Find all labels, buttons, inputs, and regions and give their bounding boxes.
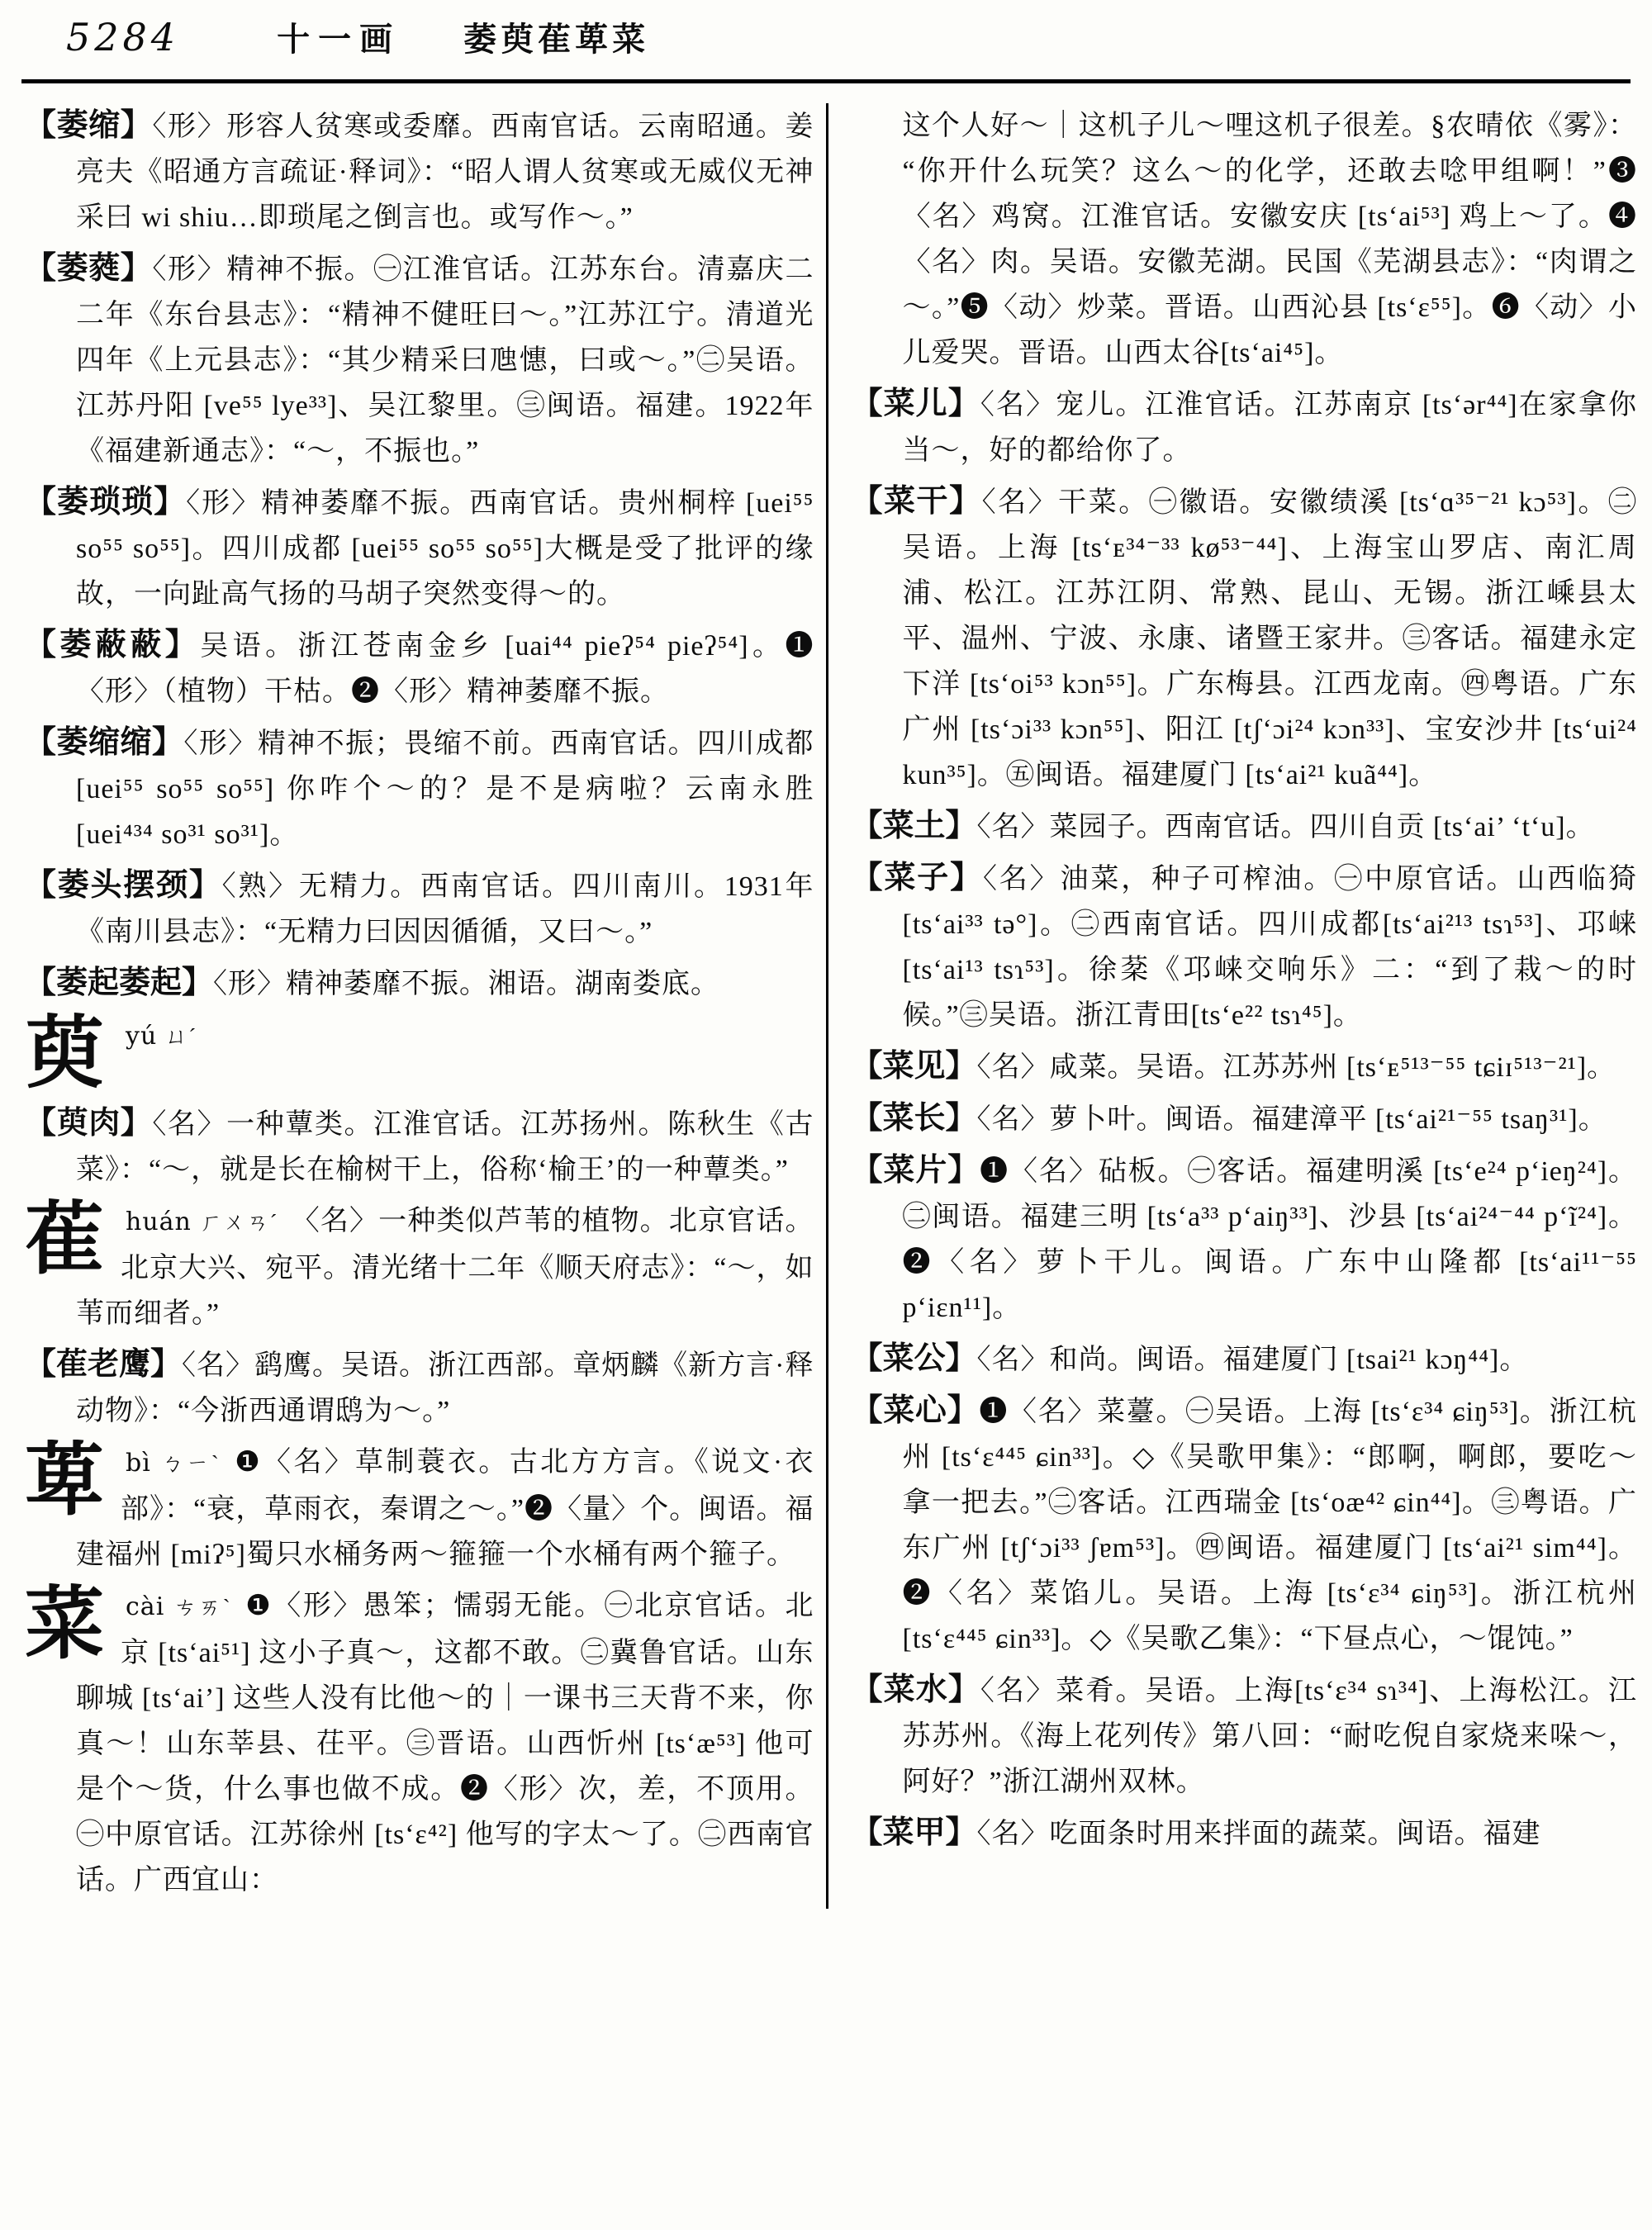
zhuyin: ㄩˊ <box>165 1024 197 1049</box>
entry-body: 〈名〉干菜。㊀徽语。安徽绩溪 [ts‘ɑ³⁵⁻²¹ kɔ⁵³]。㊁吴语。上海 [ts‘ᴇ³⁴⁻³³ kø⁵³⁻⁴⁴]、上海宝山罗店、南汇周浦、松江。江苏江阴、常熟、昆山、无锡。浙江嵊县太平、温州、宁波、永康、诸暨王家井。㊂客话。福建永定下洋 [ts‘oi⁵³ kɔn⁵⁵]。广东梅县。江西龙南。㊃粤语。广东广州 [ts‘ɔi³³ kɔn⁵⁵]、阳江 [tʃ‘ɔi²⁴ kɔn³³]、宝安沙井 [ts‘ui²⁴ kun³⁵]。㊄闽语。福建厦门 [ts‘ai²¹ kuã⁴⁴]。 <box>902 487 1637 790</box>
headword: 【萑老鹰】 <box>25 1347 183 1382</box>
char-entry-萸 <box>25 1013 814 1095</box>
headword: 【菜干】 <box>851 484 982 519</box>
entry-菜公 <box>852 1336 1638 1383</box>
dictionary-body <box>0 83 1652 1909</box>
entry-菜子 <box>852 856 1638 1038</box>
entry-菜儿 <box>852 382 1638 473</box>
entry-body: 〈名〉一种蕈类。江淮官话。江苏扬州。陈秋生《古菜》：“～，就是长在榆树干上，俗称‘榆王’的一种蕈类。” <box>76 1109 814 1185</box>
entry-萸肉 <box>25 1101 814 1193</box>
page-number: 5284 <box>66 15 180 59</box>
entry-菜长 <box>852 1096 1638 1142</box>
big-character: 萸 <box>25 1013 105 1095</box>
entry-菜干 <box>852 479 1638 798</box>
char-entry-萑 <box>25 1198 814 1336</box>
entry-body: ❶〈形〉愚笨；懦弱无能。㊀北京官话。北京 [ts‘ai⁵¹] 这小子真～，这都不敢。㊁冀鲁官话。山东聊城 [ts‘ai’] 这些人没有比他～的｜一课书三天背不来，你真～！山东莘县、茌平。㊂晋语。山西忻州 [ts‘æ⁵³] 他可是个～货，什么事也做不成。❷〈形〉次，差，不顶用。㊀中原官话。江苏徐州 [ts‘ɛ⁴²] 他写的字太～了。㊁西南官话。广西宜山： <box>76 1591 814 1896</box>
headword: 【菜甲】 <box>851 1815 977 1850</box>
entry-萎蕤 <box>25 246 814 474</box>
page-header <box>0 0 1652 66</box>
entry-body: 〈形〉形容人贫寒或委靡。西南官话。云南昭通。姜亮夫《昭通方言疏证·释词》：“昭人谓人贫寒或无威仪无神采曰 wi shiu…即琐尾之倒言也。或写作～。” <box>76 112 814 233</box>
headword: 【萎头摆颈】 <box>25 868 222 903</box>
entry-body: 〈名〉吃面条时用来拌面的蔬菜。闽语。福建 <box>976 1819 1541 1849</box>
big-character: 菜 <box>25 1583 105 1668</box>
entry-菜甲 <box>852 1810 1638 1857</box>
big-character: 萆 <box>25 1440 105 1525</box>
char-entry-菜 <box>25 1583 814 1903</box>
entry-菜水 <box>852 1668 1638 1805</box>
entry-continuation <box>852 103 1638 376</box>
headword: 【菜公】 <box>851 1341 977 1376</box>
entry-萎起萎起 <box>25 961 814 1007</box>
headword: 【萎蔽蔽】 <box>25 628 201 662</box>
big-character: 萑 <box>25 1198 105 1283</box>
entry-body: 〈形〉精神萎靡不振。湘语。湖南娄底。 <box>213 969 720 999</box>
pinyin: yú <box>126 1022 158 1051</box>
left-column <box>25 103 826 1909</box>
stroke-count-label: 十一画 <box>277 21 401 58</box>
entry-body: 〈名〉一种类似芦苇的植物。北京官话。北京大兴、宛平。清光绪十二年《顺天府志》：“～，如苇而细者。” <box>76 1206 814 1329</box>
entry-萎头摆颈 <box>25 863 814 955</box>
entry-body: 这个人好～｜这机子儿～哩这机子很差。§农晴依《雾》：“你开什么玩笑？这么～的化学，还敢去唸甲组啊！”❸〈名〉鸡窝。江淮官话。安徽安庆 [ts‘ai⁵³] 鸡上～了。❹〈名〉肉。吴语。安徽芜湖。民国《芜湖县志》：“肉谓之～。”❺〈动〉炒菜。晋语。山西沁县 [ts‘ɛ⁵⁵]。❻〈动〉小儿爱哭。晋语。山西太谷[ts‘ai⁴⁵]。 <box>902 111 1637 368</box>
entry-body: 〈名〉和尚。闽语。福建厦门 [tsai²¹ kɔŋ⁴⁴]。 <box>976 1345 1529 1375</box>
pinyin: bì <box>126 1449 151 1478</box>
headword: 【萎缩】 <box>25 108 153 143</box>
entry-body: 〈名〉宠儿。江淮官话。江苏南京 [ts‘ər⁴⁴]在家拿你当～，好的都给你了。 <box>902 390 1637 466</box>
pinyin: huán <box>126 1208 192 1236</box>
headword: 【菜儿】 <box>851 387 980 421</box>
headword: 【菜长】 <box>851 1101 977 1136</box>
entry-菜片 <box>852 1148 1638 1331</box>
pinyin: cài <box>126 1592 165 1621</box>
entry-菜心 <box>852 1388 1638 1662</box>
entry-body: 〈形〉精神不振。㊀江淮官话。江苏东台。清嘉庆二二年《东台县志》：“精神不健旺曰～。”江苏江宁。清道光四年《上元县志》：“其少精采曰虺憓，曰或～。”㊁吴语。江苏丹阳 [ve⁵⁵ lye³³]、吴江黎里。㊂闽语。福建。1922年《福建新通志》：“～，不振也。” <box>76 254 814 467</box>
entry-body: 〈形〉精神不振；畏缩不前。西南官话。四川成都 [uei⁵⁵ so⁵⁵ so⁵⁵] 你咋个～的？是不是病啦？云南永胜 [uei⁴³⁴ so³¹ so³¹]。 <box>76 728 814 850</box>
headword: 【菜子】 <box>851 861 983 895</box>
entry-body: 吴语。浙江苍南金乡 [uai⁴⁴ pieʔ⁵⁴ pieʔ⁵⁴]。❶〈形〉（植物）干枯。❷〈形〉精神萎靡不振。 <box>76 631 814 707</box>
entry-萑老鹰 <box>25 1342 814 1434</box>
entry-body: 〈名〉油菜，种子可榨油。㊀中原官话。山西临猗 [ts‘ai³³ tə°]。㊁西南官话。四川成都[ts‘ai²¹³ tsɿ⁵³]、邛崃 [ts‘ai¹³ tsɿ⁵³]。徐棻《邛崃交响乐》二：“到了栽～的时候。”㊂吴语。浙江青田[ts‘e²² tsɿ⁴⁵]。 <box>902 864 1637 1031</box>
headword: 【菜片】 <box>851 1153 980 1188</box>
entry-body: 〈名〉萝卜叶。闽语。福建漳平 [ts‘ai²¹⁻⁵⁵ tsaŋ³¹]。 <box>976 1104 1607 1135</box>
headword: 【萎缩缩】 <box>25 725 184 760</box>
headword: 【萎琐琐】 <box>25 485 187 520</box>
zhuyin: ㄅㄧˋ <box>159 1451 222 1476</box>
entry-萎缩 <box>25 103 814 240</box>
entry-菜土 <box>852 804 1638 850</box>
entry-菜见 <box>852 1044 1638 1090</box>
entry-body: 〈名〉菜园子。西南官话。四川自贡 [ts‘ai’ ‘t‘u]。 <box>976 812 1595 842</box>
entry-body: 〈名〉鹞鹰。吴语。浙江西部。章炳麟《新方言·释动物》：“今浙西通谓鸱为～。” <box>76 1350 814 1426</box>
headword: 【萎起萎起】 <box>25 966 214 1000</box>
entry-萎琐琐 <box>25 480 814 617</box>
entry-body: 〈名〉咸菜。吴语。江苏苏州 [ts‘ᴇ⁵¹³⁻⁵⁵ tɕiɪ⁵¹³⁻²¹]。 <box>976 1052 1616 1083</box>
headword: 【菜土】 <box>851 809 977 843</box>
entry-body: 〈名〉菜肴。吴语。上海[ts‘ɛ³⁴ sɿ³⁴]、上海松江。江苏苏州。《海上花列传》第八回：“耐吃倪自家烧来哚～，阿好？”浙江湖州双林。 <box>902 1676 1637 1797</box>
entry-萎缩缩 <box>25 720 814 857</box>
right-column <box>826 103 1638 1909</box>
entry-body: ❶〈名〉砧板。㊀客话。福建明溪 [ts‘e²⁴ p‘ieŋ²⁴]。㊁闽语。福建三明 [ts‘a³³ p‘aiŋ³³]、沙县 [ts‘ai²⁴⁻⁴⁴ p‘ĩ²⁴]。❷〈名〉萝卜干儿。闽语。广东中山隆都 [ts‘ai¹¹⁻⁵⁵ p‘iɛn¹¹]。 <box>902 1156 1637 1323</box>
entry-body: 〈熟〉无精力。西南官话。四川南川。1931年《南川县志》：“无精力曰因因循循，又曰～。” <box>76 871 814 947</box>
zhuyin: ㄏㄨㄢˊ <box>199 1210 278 1235</box>
zhuyin: ㄘㄞˋ <box>173 1595 233 1620</box>
entry-body: 〈形〉精神萎靡不振。西南官话。贵州桐梓 [uei⁵⁵ so⁵⁵ so⁵⁵]。四川成都 [uei⁵⁵ so⁵⁵ so⁵⁵]大概是受了批评的缘故，一向趾高气扬的马胡子突然变得～的。 <box>76 488 814 610</box>
headword: 【菜见】 <box>851 1049 977 1084</box>
header-characters: 萎萸萑萆菜 <box>463 21 650 58</box>
headword: 【萎蕤】 <box>25 251 153 286</box>
entry-body: ❶〈名〉菜薹。㊀吴语。上海 [ts‘ɛ³⁴ ɕiŋ⁵³]。浙江杭州 [ts‘ɛ⁴⁴⁵ ɕin³³]。◇《吴歌甲集》：“郎啊，啊郎，要吃～拿一把去。”㊁客话。江西瑞金 [ts‘oæ⁴² ɕin⁴⁴]。㊂粤语。广东广州 [tʃ‘ɔi³³ ʃɐm⁵³]。㊃闽语。福建厦门 [ts‘ai²¹ sim⁴⁴]。❷〈名〉菜馅儿。吴语。上海 [ts‘ɛ³⁴ ɕiŋ⁵³]。浙江杭州 [ts‘ɛ⁴⁴⁵ ɕin³³]。◇《吴歌乙集》：“下昼点心，～馄饨。” <box>902 1397 1637 1654</box>
headword: 【萸肉】 <box>25 1106 153 1141</box>
headword: 【菜水】 <box>851 1672 980 1707</box>
char-entry-萆 <box>25 1440 814 1578</box>
headword: 【菜心】 <box>851 1393 980 1428</box>
entry-body: ❶〈名〉草制蓑衣。古北方方言。《说文·衣部》：“衰，草雨衣，秦谓之～。”❷〈量〉个。闽语。福建福州 [miʔ⁵]蜀只水桶务两～箍箍一个水桶有两个箍子。 <box>76 1447 814 1570</box>
entry-萎蔽蔽 <box>25 623 814 714</box>
